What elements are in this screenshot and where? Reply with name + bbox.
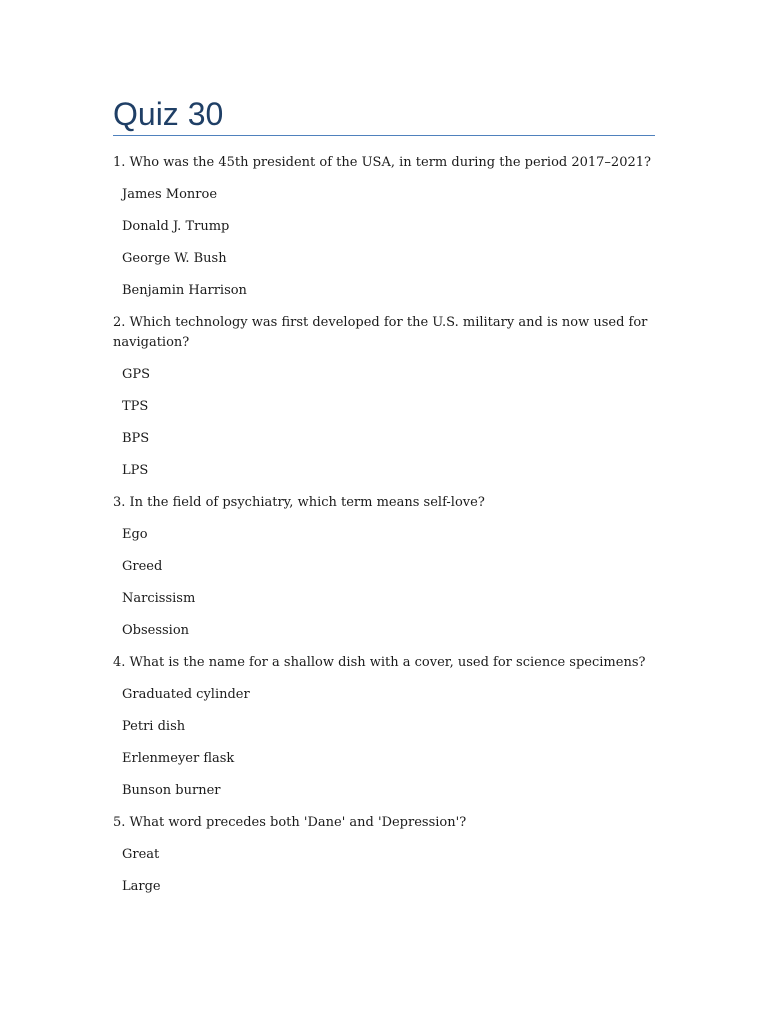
answer-option: TPS — [122, 399, 149, 414]
question-text: 5. What word precedes both 'Dane' and 'Depression'? — [113, 815, 467, 830]
answer-option: Erlenmeyer flask — [122, 751, 235, 766]
answer-option: Greed — [122, 559, 163, 574]
answer-option: Obsession — [122, 623, 190, 638]
question-block-2 — [113, 313, 655, 481]
answer-option: Great — [122, 847, 160, 862]
answer-option: Petri dish — [122, 719, 186, 734]
answer-option: Benjamin Harrison — [122, 283, 247, 298]
question-block-3 — [113, 493, 655, 641]
question-block-4 — [113, 653, 655, 801]
answer-option: Graduated cylinder — [122, 687, 250, 702]
answer-option: James Monroe — [122, 187, 218, 202]
answer-option: George W. Bush — [122, 251, 227, 266]
answer-option: BPS — [122, 431, 150, 446]
answer-option: Narcissism — [122, 591, 196, 606]
answer-option: Donald J. Trump — [122, 219, 230, 234]
question-block-5 — [113, 813, 655, 897]
question-text: 2. Which technology was first developed for the U.S. military and is now used for navigation? — [113, 315, 648, 350]
question-text: 4. What is the name for a shallow dish with a cover, used for science specimens? — [113, 655, 646, 670]
question-text: 3. In the field of psychiatry, which term means self-love? — [113, 495, 485, 510]
question-list — [113, 153, 655, 897]
answer-option: GPS — [122, 367, 151, 382]
page-title: Quiz 30 — [113, 94, 655, 136]
answer-option: LPS — [122, 463, 149, 478]
quiz-page — [113, 94, 655, 909]
answer-option: Bunson burner — [122, 783, 221, 798]
answer-option: Ego — [122, 527, 148, 542]
answer-option: Large — [122, 879, 161, 894]
question-block-1 — [113, 153, 655, 301]
question-text: 1. Who was the 45th president of the USA, in term during the period 2017–2021? — [113, 155, 651, 170]
